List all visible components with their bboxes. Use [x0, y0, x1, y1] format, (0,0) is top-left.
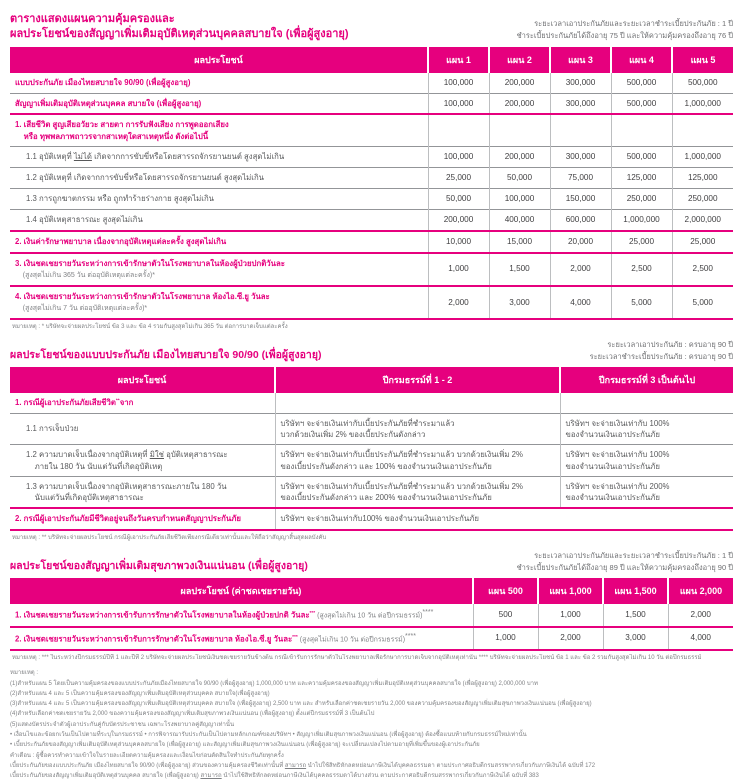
row-label: 1.2 อุบัติเหตุที่ เกิดจากการขับขี่หรือโดยสารรถจักรยานยนต์ สูงสุดไม่เกิน	[10, 167, 428, 188]
benefit-description: บริษัทฯ จะจ่ายเงินเท่ากับเบี้ยประกันภัยที่ชำระมาแล้ว บวกด้วยเงินเพิ่ม 2% ของเบี้ยประกันดังกล่าว	[275, 413, 560, 445]
value-cell: 3,000	[489, 286, 550, 319]
label-segment: (สูงสุดไม่เกิน 365 วัน ต่ออุบัติเหตุแต่ละครั้ง)*	[15, 271, 155, 279]
table2-footnote: หมายเหตุ : ** บริษัทจะจ่ายผลประโยชน์ กรณีผู้เอาประกันภัยเสียชีวิตเพียงกรณีเดียวเท่านั้นและให้ถือว่าสัญญาสิ้นสุดผลบังคับ	[12, 534, 327, 541]
section3-title: ผลประโยชน์ของสัญญาเพิ่มเติมสุขภาพวงเงินแน่นอน (เพื่อผู้สูงอายุ)	[10, 559, 308, 572]
benefit-description	[275, 393, 560, 413]
value-cell: 1,000,000	[672, 147, 733, 168]
coverage-period-note	[517, 18, 733, 42]
label-segment: 1.1 อุบัติเหตุที่	[26, 152, 74, 162]
table-row	[10, 93, 733, 114]
value-cell: 200,000	[489, 147, 550, 168]
label-segment: ****	[405, 632, 416, 640]
label-segment: (สูงสุดไม่เกิน 10 วัน ต่อปีกรมธรรม์)	[297, 636, 406, 644]
value-cell: 4,000	[668, 627, 733, 651]
daily-compensation-table	[10, 578, 733, 651]
value-cell	[550, 114, 611, 146]
column-header: แผน 500	[473, 578, 538, 604]
column-header: ปีกรมธรรม์ที่ 3 เป็นต้นไป	[560, 367, 733, 393]
notes-items	[10, 679, 733, 731]
value-cell: 400,000	[489, 209, 550, 230]
row-label: แบบประกันภัย เมืองไทยสบายใจ 90/90 (เพื่อผู้สูงอายุ)	[15, 77, 191, 87]
section3-period-line1: ระยะเวลาเอาประกันภัยและระยะเวลาชำระเบี้ยประกันภัย : 1 ปี	[534, 550, 733, 560]
general-notes	[10, 668, 733, 781]
warning-note: คำเตือน : ผู้ซื้อควรทำความเข้าใจในรายละเอียดความคุ้มครองและเงื่อนไขก่อนตัดสินใจทำประกันภัยทุกครั้ง	[10, 752, 284, 759]
label-segment: นำไปใช้สิทธิหักลดหย่อนภาษีเงินได้บุคคลธรรมดาได้บางส่วน ตามประกาศอธิบดีกรมสรรพากรเกี่ยวกับภาษีเงินได้ ฉบับที่ 383	[221, 773, 539, 780]
row-label	[10, 147, 428, 168]
benefit-description: บริษัทฯ จะจ่ายเงินเท่ากับเบี้ยประกันภัยที่ชำระมาแล้ว บวกด้วยเงินเพิ่ม 2% ของเบี้ยประกันดังกล่าว และ 200% ของจำนวนเงินเอาประกันภัย	[275, 476, 560, 508]
value-cell: 1,500	[603, 604, 668, 627]
label-segment: ***	[309, 610, 316, 616]
value-cell: 20,000	[550, 231, 611, 253]
value-cell: 300,000	[550, 93, 611, 114]
value-cell: 15,000	[489, 231, 550, 253]
row-label	[10, 253, 428, 286]
row-label	[10, 445, 275, 477]
label-segment: 4. เงินชดเชยรายวันระหว่างการเข้ารักษาตัวในโรงพยาบาล ห้องไอ.ซี.ยู วันละ	[15, 291, 270, 301]
column-header: แผน 5	[672, 47, 733, 73]
value-cell: 200,000	[489, 93, 550, 114]
value-cell: 125,000	[611, 167, 672, 188]
document-title	[10, 12, 349, 42]
row-label	[10, 114, 428, 146]
value-cell: 1,000	[473, 627, 538, 651]
notes-bullet1: • เงื่อนไขและข้อยกเว้นเป็นไปตามที่ระบุในกรมธรรม์ • การพิจารณารับประกันเป็นไปตามหลักเกณฑ์ของบริษัทฯ • สัญญาเพิ่มเติมสุขภาพวงเงินแน่นอน (เพื่อผู้สูงอายุ) ต้องซื้อแนบท้ายกับกรมธรรม์ใหม่เท่านั้น	[10, 732, 527, 739]
column-header: ปีกรมธรรม์ที่ 1 - 2	[275, 367, 560, 393]
note-item: (2)สำหรับแผน 4 และ 5 เป็นความคุ้มครองของสัญญาเพิ่มเติมอุบัติเหตุส่วนบุคคล สบายใจ(เพื่อผู้สูงอายุ)	[10, 690, 270, 697]
table2-header-row	[10, 367, 733, 393]
section3-header	[10, 550, 733, 574]
table1-header-row	[10, 47, 733, 73]
column-header: แผน 4	[611, 47, 672, 73]
label-segment: 1.2 ความบาดเจ็บเนื่องจากอุบัติเหตุที่	[26, 450, 150, 460]
table-row	[10, 231, 733, 253]
section3-period-line2: ชำระเบี้ยประกันภัยได้ถึงอายุ 89 ปี และให้ความคุ้มครองถึงอายุ 90 ปี	[516, 562, 733, 572]
value-cell: 100,000	[428, 147, 489, 168]
value-cell: 200,000	[489, 73, 550, 93]
value-cell: 3,000	[603, 627, 668, 651]
value-cell: 100,000	[428, 93, 489, 114]
value-cell: 250,000	[611, 188, 672, 209]
row-label: 2. เงินค่ารักษาพยาบาล เนื่องจากอุบัติเหตุแต่ละครั้ง สูงสุดไม่เกิน	[10, 231, 428, 253]
column-header: แผน 2,000	[668, 578, 733, 604]
column-header: แผน 2	[489, 47, 550, 73]
benefit-description: บริษัทฯ จะจ่ายเงินเท่ากับ 100% ของจำนวนเงินเอาประกันภัย	[560, 445, 733, 477]
section2-period-line2: ระยะเวลาชำระเบี้ยประกันภัย : ครบอายุ 90 ปี	[589, 352, 733, 362]
table3-footnote: หมายเหตุ : *** ในระหว่างปีกรมธรรม์ปีที่ 1 และปีที่ 2 บริษัทจะจ่ายผลประโยชน์เงินชดเชยรายวันข้างต้น กรณีเข้ารับการรักษาตัวในโรงพยาบาลเพื่อรักษาการบาดเจ็บจากอุบัติเหตุเท่านั้น **** บริษัทจะจ่ายผลประโยชน์ ข้อ 1 และ ข้อ 2 รวมกันสูงสุดไม่เกิน 10 วัน ต่อปีกรมธรรม์	[12, 655, 702, 662]
column-header: ผลประโยชน์	[10, 367, 275, 393]
value-cell: 300,000	[550, 73, 611, 93]
table-row	[10, 286, 733, 319]
value-cell: 1,000,000	[672, 93, 733, 114]
table-row	[10, 627, 733, 651]
value-cell: 150,000	[550, 188, 611, 209]
note-item: (1)สำหรับแผน 5 โดยเป็นความคุ้มครองของแบบประกันภัยเมืองไทยสบายใจ 90/90 (เพื่อผู้สูงอายุ) 1,000,000 บาท และความคุ้มครองของสัญญาเพิ่มเติมอุบัติเหตุส่วนบุคคลสบายใจ (เพื่อผู้สูงอายุ) 2,000,000 บาท	[10, 680, 538, 687]
value-cell: 2,000	[668, 604, 733, 627]
label-segment: เกิดจากการขับขี่หรือโดยสารรถจักรยานยนต์ สูงสุดไม่เกิน	[91, 152, 285, 162]
value-cell: 2,000	[550, 253, 611, 286]
section2-header	[10, 339, 733, 363]
table-row	[10, 445, 733, 477]
notes-bullet2: • เบี้ยประกันภัยของสัญญาเพิ่มเติมอุบัติเหตุส่วนบุคคลสบายใจ (เพื่อผู้สูงอายุ) และสัญญาเพิ่มเติมสุขภาพวงเงินแน่นอน (เพื่อผู้สูงอายุ) จะเปลี่ยนแปลงไปตามอายุที่เพิ่มขึ้นของผู้เอาประกันภัย	[10, 742, 480, 749]
label-segment: 1. กรณีผู้เอาประกันภัยเสียชีวิต	[15, 398, 116, 408]
value-cell: 1,000,000	[611, 209, 672, 230]
value-cell: 2,000,000	[672, 209, 733, 230]
value-cell: 600,000	[550, 209, 611, 230]
table-row	[10, 253, 733, 286]
value-cell: 25,000	[672, 231, 733, 253]
value-cell: 50,000	[428, 188, 489, 209]
value-cell: 500,000	[672, 73, 733, 93]
document-title-line1: ตารางแสดงแผนความคุ้มครองและ	[10, 13, 175, 25]
benefit-description	[560, 393, 733, 413]
label-segment: เบี้ยประกันภัยของสัญญาเพิ่มเติมอุบัติเหตุส่วนบุคคล สบายใจ (เพื่อผู้สูงอายุ)	[10, 773, 201, 780]
section2-title: ผลประโยชน์ของแบบประกันภัย เมืองไทยสบายใจ 90/90 (เพื่อผู้สูงอายุ)	[10, 349, 322, 362]
value-cell: 5,000	[672, 286, 733, 319]
accident-benefit-table	[10, 47, 733, 321]
table-row	[10, 114, 733, 146]
table-row	[10, 73, 733, 93]
label-segment: เบี้ยประกันภัยของแบบประกันภัย เมืองไทยสบายใจ 90/90 (เพื่อผู้สูงอายุ) ส่วนของความคุ้มครองชีวิตเท่านั้นที่	[10, 763, 285, 770]
benefit-description: บริษัทฯ จะจ่ายเงินเท่ากับเบี้ยประกันภัยที่ชำระมาแล้ว บวกด้วยเงินเพิ่ม 2% ของเบี้ยประกันดังกล่าว และ 100% ของจำนวนเงินเอาประกันภัย	[275, 445, 560, 477]
value-cell	[428, 114, 489, 146]
row-label: 1.3 ความบาดเจ็บเนื่องจากอุบัติเหตุสาธารณะภายใน 180 วัน นับแต่วันที่เกิดอุบัติเหตุสาธารณะ	[10, 476, 275, 508]
row-label	[10, 604, 473, 627]
value-cell	[672, 114, 733, 146]
table-row	[10, 167, 733, 188]
value-cell: 50,000	[489, 167, 550, 188]
document-header	[10, 12, 733, 42]
note-item: (5)แสดงบัตรประจำตัวผู้เอาประกันคู่กับบัตรประชาชน เฉพาะโรงพยาบาลคู่สัญญาเท่านั้น	[10, 721, 235, 728]
coverage-period-line1: ระยะเวลาเอาประกันภัยและระยะเวลาชำระเบี้ยประกันภัย : 1 ปี	[534, 18, 733, 28]
table-row	[10, 413, 733, 445]
table-row	[10, 147, 733, 168]
value-cell	[489, 114, 550, 146]
coverage-period-line2: ชำระเบี้ยประกันภัยได้ถึงอายุ 75 ปี และให้ความคุ้มครองถึงอายุ 76 ปี	[516, 30, 733, 40]
notes-heading: หมายเหตุ :	[10, 670, 39, 677]
label-segment: อุบัติเหตุสาธารณะ	[163, 450, 228, 460]
value-cell: 500,000	[611, 73, 672, 93]
table-row	[10, 508, 733, 529]
value-cell: 10,000	[428, 231, 489, 253]
value-cell: 4,000	[550, 286, 611, 319]
label-segment: ไม่ได้	[73, 152, 92, 162]
table-row	[10, 604, 733, 627]
value-cell: 125,000	[672, 167, 733, 188]
table-row	[10, 209, 733, 230]
value-cell: 75,000	[550, 167, 611, 188]
section2-period-line1: ระยะเวลาเอาประกันภัย : ครบอายุ 90 ปี	[607, 340, 733, 350]
value-cell: 500,000	[611, 147, 672, 168]
value-cell: 300,000	[550, 147, 611, 168]
benefit-description: บริษัทฯ จะจ่ายเงินเท่ากับ100% ของจำนวนเงินเอาประกันภัย	[275, 508, 733, 529]
note-item: (3)สำหรับแผน 4 และ 5 เป็นความคุ้มครองของสัญญาเพิ่มเติมอุบัติเหตุส่วนบุคคล สบายใจ (เพื่อผู้สูงอายุ) 2,500 บาท และ สำหรับเลือกค่าชดเชยรายวัน 2,000 ของความคุ้มครองของสัญญาเพิ่มเติมสุขภาพวงเงินแน่นอน (เพื่อผู้สูงอายุ)	[10, 701, 592, 708]
value-cell: 200,000	[428, 209, 489, 230]
column-header: ผลประโยชน์	[10, 47, 428, 73]
row-label: 2. กรณีผู้เอาประกันภัยมีชีวิตอยู่จนถึงวันครบกำหนดสัญญาประกันภัย	[10, 508, 275, 529]
table-row	[10, 393, 733, 413]
row-label	[10, 286, 428, 319]
value-cell: 500,000	[611, 93, 672, 114]
column-header: แผน 1	[428, 47, 489, 73]
label-segment: สามารถ	[200, 773, 222, 780]
label-segment: 1. เสียชีวิต สูญเสียอวัยวะ สายตา การรับฟังเสียง การพูดออกเสียง	[15, 120, 229, 130]
table-row	[10, 476, 733, 508]
label-segment: ****	[422, 608, 434, 616]
row-label: สัญญาเพิ่มเติมอุบัติเหตุส่วนบุคคล สบายใจ (เพื่อผู้สูงอายุ)	[10, 93, 428, 114]
value-cell: 2,500	[611, 253, 672, 286]
label-segment: 3. เงินชดเชยรายวันระหว่างการเข้ารักษาตัวในโรงพยาบาลในห้องผู้ป่วยปกติวันละ	[15, 258, 285, 268]
row-label: 1.4 อุบัติเหตุสาธารณะ สูงสุดไม่เกิน	[10, 209, 428, 230]
value-cell: 1,000	[538, 604, 603, 627]
value-cell: 100,000	[489, 188, 550, 209]
column-header: ผลประโยชน์ (ค่าชดเชยรายวัน)	[10, 578, 473, 604]
value-cell: 5,000	[611, 286, 672, 319]
section3-period-note	[517, 550, 733, 574]
section2-period-note	[590, 339, 733, 363]
row-label: 1.1 การเจ็บป่วย	[10, 413, 275, 445]
table3-header-row	[10, 578, 733, 604]
value-cell: 1,000	[428, 253, 489, 286]
label-segment: ภายใน 180 วัน นับแต่วันที่เกิดอุบัติเหตุ	[26, 461, 163, 471]
tax-deduction-note-2	[10, 771, 733, 781]
value-cell: 100,000	[428, 73, 489, 93]
benefit-description: บริษัทฯ จะจ่ายเงินเท่ากับ 200% ของจำนวนเงินเอาประกันภัย	[560, 476, 733, 508]
value-cell: 25,000	[611, 231, 672, 253]
note-item: (4)สำหรับเลือกค่าชดเชยรายวัน 2,000 ของความคุ้มครองของสัญญาเพิ่มเติมสุขภาพวงเงินแน่นอน (เพื่อผู้สูงอายุ) ตั้งแต่ปีกรมธรรม์ที่ 3 เป็นต้นไป	[10, 711, 375, 718]
value-cell: 250,000	[672, 188, 733, 209]
label-segment: สามารถ	[284, 763, 307, 770]
label-segment: มิใช่	[149, 450, 164, 460]
row-label	[10, 393, 275, 413]
value-cell: 1,500	[489, 253, 550, 286]
label-segment: (สูงสุดไม่เกิน 7 วัน ต่ออุบัติเหตุแต่ละครั้ง)*	[15, 305, 148, 313]
row-label	[10, 627, 473, 651]
label-segment: 2. เงินชดเชยรายวันระหว่างการเข้ารับการรักษาตัวในโรงพยาบาล ห้องไอ.ซี.ยู วันละ	[15, 634, 293, 644]
label-segment: จาก	[119, 398, 134, 408]
label-segment: นำไปใช้สิทธิหักลดหย่อนภาษีเงินได้บุคคลธรรมดา ตามประกาศอธิบดีกรมสรรพากรเกี่ยวกับภาษีเงินได้ ฉบับที่ 172	[306, 763, 596, 770]
column-header: แผน 1,500	[603, 578, 668, 604]
label-segment: หรือ ทุพพลภาพถาวรจากสาเหตุใดสาเหตุหนึ่ง ดังต่อไปนี้	[15, 131, 209, 141]
benefit-description: บริษัทฯ จะจ่ายเงินเท่ากับ 100% ของจำนวนเงินเอาประกันภัย	[560, 413, 733, 445]
value-cell: 2,000	[538, 627, 603, 651]
row-label: 1.3 การถูกฆาตกรรม หรือ ถูกทำร้ายร่างกาย สูงสุดไม่เกิน	[10, 188, 428, 209]
value-cell: 2,500	[672, 253, 733, 286]
value-cell: 500	[473, 604, 538, 627]
value-cell: 25,000	[428, 167, 489, 188]
column-header: แผน 3	[550, 47, 611, 73]
value-cell	[611, 114, 672, 146]
table-row	[10, 188, 733, 209]
label-segment: ***	[292, 634, 298, 640]
policy-year-benefit-table	[10, 367, 733, 530]
label-segment: **	[115, 398, 120, 404]
tax-deduction-note-1	[10, 761, 733, 771]
document-title-line2: ผลประโยชน์ของสัญญาเพิ่มเติมอุบัติเหตุส่วนบุคคลสบายใจ (เพื่อผู้สูงอายุ)	[10, 27, 349, 40]
value-cell: 2,000	[428, 286, 489, 319]
label-segment: 1. เงินชดเชยรายวันระหว่างการเข้ารับการรักษาตัวในโรงพยาบาลในห้องผู้ป่วยปกติ วันละ	[15, 610, 310, 620]
column-header: แผน 1,000	[538, 578, 603, 604]
label-segment: (สูงสุดไม่เกิน 10 วัน ต่อปีกรมธรรม์)	[315, 612, 423, 620]
table1-footnote: หมายเหตุ : * บริษัทจะจ่ายผลประโยชน์ ข้อ 3 และ ข้อ 4 รวมกันสูงสุดไม่เกิน 365 วัน ต่อการบาดเจ็บแต่ละครั้ง	[12, 324, 288, 331]
